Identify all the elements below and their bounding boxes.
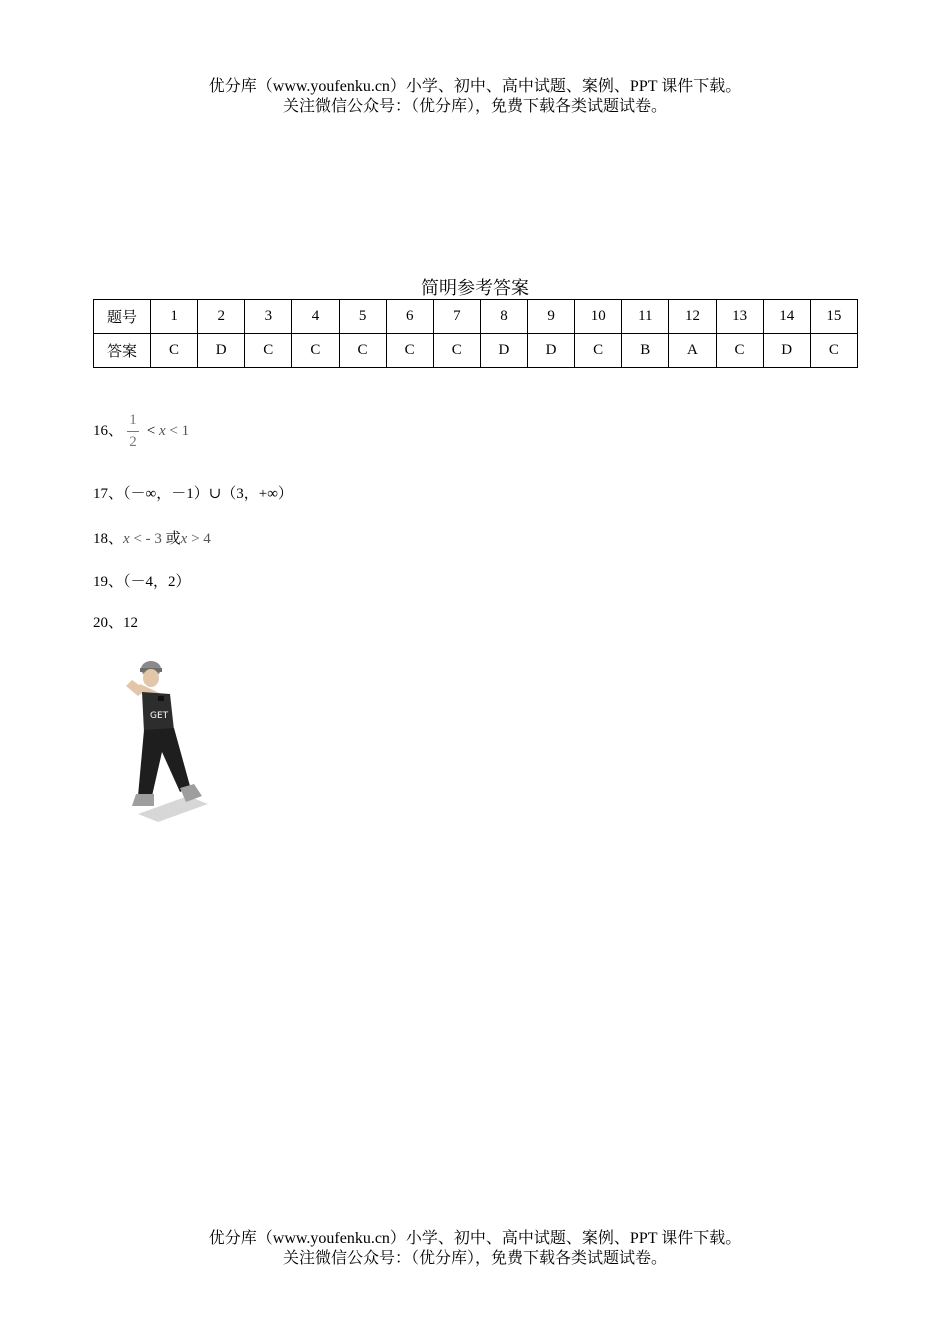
answer-20 (93, 611, 138, 632)
answer-17 (93, 482, 293, 503)
answer-number: 18、 (93, 531, 124, 547)
shirt-text: GET (150, 711, 169, 721)
table-cell: 6 (386, 300, 433, 334)
table-cell: 11 (622, 300, 669, 334)
table-cell: 5 (339, 300, 386, 334)
table-cell: C (716, 334, 763, 368)
fraction-denominator: 2 (129, 434, 137, 450)
table-cell: D (480, 334, 527, 368)
table-cell: 2 (198, 300, 245, 334)
answer-text: < 1 (165, 422, 190, 439)
footer-line-2: 关注微信公众号：（优分库），免费下载各类试题试卷。 (282, 1250, 667, 1267)
variable-x: x (123, 531, 130, 547)
table-cell: D (198, 334, 245, 368)
variable-x: x (158, 422, 166, 439)
dancing-boy-illustration (118, 656, 218, 826)
table-cell: C (151, 334, 198, 368)
table-cell: D (528, 334, 575, 368)
table-cell: 13 (716, 300, 763, 334)
table-cell: 8 (480, 300, 527, 334)
table-cell: C (339, 334, 386, 368)
table-cell: A (669, 334, 716, 368)
header-line-2: 关注微信公众号：（优分库），免费下载各类试题试卷。 (282, 98, 667, 115)
answer-18 (93, 527, 211, 548)
fraction-numerator: 1 (129, 412, 137, 428)
answer-text: < (143, 422, 159, 439)
table-cell: 10 (575, 300, 622, 334)
table-row-answers (94, 334, 858, 368)
answer-number: 19、 (93, 574, 124, 590)
table-cell: 4 (292, 300, 339, 334)
answer-16 (93, 412, 189, 451)
table-cell: C (386, 334, 433, 368)
answer-table (93, 299, 858, 368)
table-cell: D (763, 334, 810, 368)
table-cell: 9 (528, 300, 575, 334)
answer-text: 12 (123, 615, 139, 631)
table-cell: 7 (433, 300, 480, 334)
dancing-boy-icon (118, 656, 218, 826)
fraction-bar (127, 431, 139, 432)
table-cell: C (292, 334, 339, 368)
page-footer (0, 1229, 950, 1269)
row-label-answer: 答案 (94, 334, 151, 368)
table-cell: 1 (151, 300, 198, 334)
table-cell: 15 (810, 300, 857, 334)
answer-number: 16、 (93, 422, 124, 439)
answer-number: 17、 (93, 486, 124, 502)
table-cell: 3 (245, 300, 292, 334)
answer-number: 20、 (93, 615, 124, 631)
answer-text: < - 3 (129, 531, 166, 547)
variable-x: x (180, 531, 188, 547)
table-cell: C (433, 334, 480, 368)
answer-text: > 4 (187, 531, 211, 547)
page-title: 简明参考答案 (421, 278, 529, 298)
answer-text: （－∞，－1）∪（3，+∞） (123, 486, 293, 502)
fraction (127, 412, 139, 451)
table-cell: C (810, 334, 857, 368)
answer-text: 或 (165, 531, 181, 547)
table-cell: C (575, 334, 622, 368)
footer-line-1: 优分库（www.youfenku.cn）小学、初中、高中试题、案例、PPT 课件下载。 (208, 1230, 742, 1247)
row-label-number: 题号 (94, 300, 151, 334)
table-cell: C (245, 334, 292, 368)
header-line-1: 优分库（www.youfenku.cn）小学、初中、高中试题、案例、PPT 课件下载。 (208, 78, 742, 95)
table-cell: B (622, 334, 669, 368)
table-cell: 14 (763, 300, 810, 334)
answer-19 (93, 570, 191, 591)
page-header (0, 77, 950, 117)
answer-text: （－4，2） (123, 574, 191, 590)
table-cell: 12 (669, 300, 716, 334)
table-row-numbers (94, 300, 858, 334)
